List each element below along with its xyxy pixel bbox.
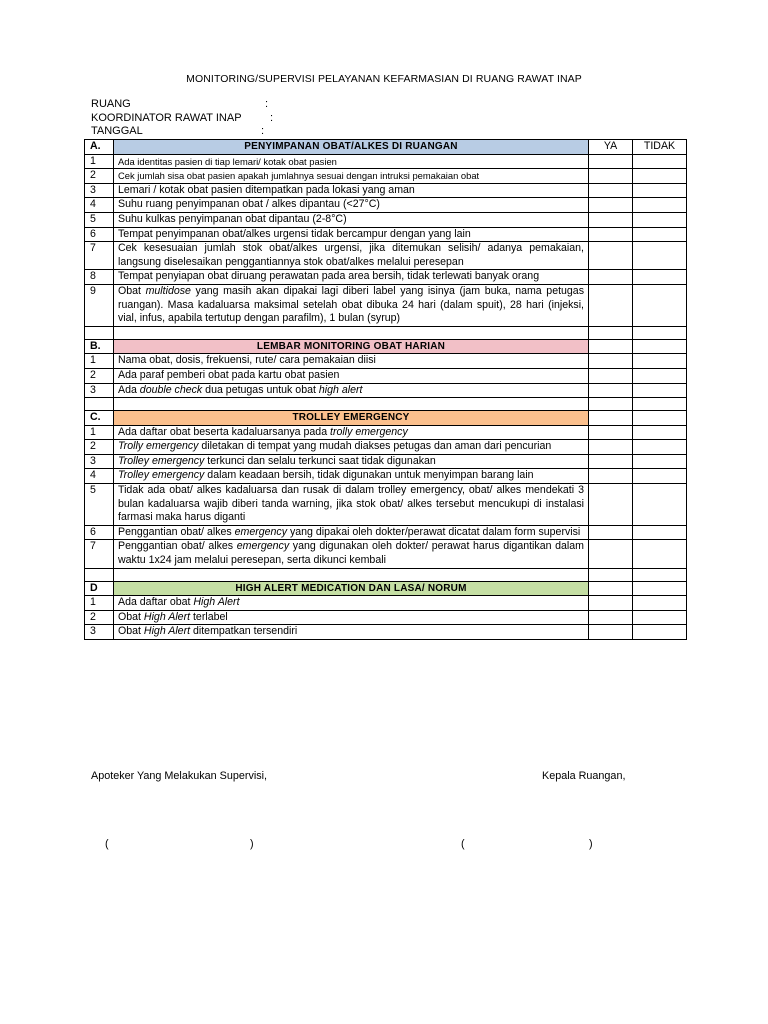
checklist-row bbox=[85, 525, 687, 540]
supervision-table bbox=[84, 139, 687, 640]
checkbox-ya[interactable] bbox=[589, 484, 633, 526]
meta-label: RUANG bbox=[91, 98, 131, 110]
signature-label-apoteker: Apoteker Yang Melakukan Supervisi, bbox=[91, 770, 268, 782]
checkbox-tidak[interactable] bbox=[633, 183, 687, 198]
checklist-row bbox=[85, 440, 687, 455]
checkbox-tidak[interactable] bbox=[633, 154, 687, 169]
checkbox-tidak[interactable] bbox=[633, 440, 687, 455]
item-number: 5 bbox=[85, 212, 114, 227]
item-description: Ada daftar obat beserta kadaluarsanya pada trolly emergency bbox=[114, 425, 589, 440]
item-number: 1 bbox=[85, 154, 114, 169]
checkbox-tidak[interactable] bbox=[633, 368, 687, 383]
checklist-row bbox=[85, 610, 687, 625]
checkbox-ya[interactable] bbox=[589, 212, 633, 227]
checkbox-ya[interactable] bbox=[589, 383, 633, 398]
checkbox-tidak[interactable] bbox=[633, 270, 687, 285]
meta-colon: : bbox=[265, 98, 269, 110]
checklist-row bbox=[85, 540, 687, 568]
blank-cell bbox=[85, 398, 114, 411]
checklist-row bbox=[85, 198, 687, 213]
section-title: PENYIMPANAN OBAT/ALKES DI RUANGAN bbox=[114, 140, 589, 155]
item-description: Suhu kulkas penyimpanan obat dipantau (2-8°C) bbox=[114, 212, 589, 227]
item-number: 3 bbox=[85, 454, 114, 469]
section-letter: C. bbox=[85, 411, 114, 426]
section-letter: A. bbox=[85, 140, 114, 155]
item-number: 1 bbox=[85, 425, 114, 440]
blank-cell bbox=[633, 568, 687, 581]
column-header-ya bbox=[589, 411, 633, 426]
section-header-row bbox=[85, 581, 687, 596]
blank-cell bbox=[114, 326, 589, 339]
item-number: 2 bbox=[85, 610, 114, 625]
checkbox-tidak[interactable] bbox=[633, 242, 687, 270]
column-header-tidak: TIDAK bbox=[633, 140, 687, 155]
checkbox-ya[interactable] bbox=[589, 368, 633, 383]
checkbox-tidak[interactable] bbox=[633, 610, 687, 625]
column-header-tidak bbox=[633, 581, 687, 596]
column-header-ya bbox=[589, 581, 633, 596]
blank-cell bbox=[114, 568, 589, 581]
section-header-row bbox=[85, 411, 687, 426]
item-description: Cek jumlah sisa obat pasien apakah jumlahnya sesuai dengan intruksi pemakaian obat bbox=[114, 169, 589, 184]
item-description: Suhu ruang penyimpanan obat / alkes dipantau (<27°C) bbox=[114, 198, 589, 213]
item-number: 6 bbox=[85, 525, 114, 540]
meta-tanggal bbox=[91, 125, 265, 138]
checkbox-ya[interactable] bbox=[589, 183, 633, 198]
checklist-row bbox=[85, 242, 687, 270]
checkbox-tidak[interactable] bbox=[633, 354, 687, 369]
meta-ruang bbox=[91, 98, 269, 111]
checkbox-ya[interactable] bbox=[589, 227, 633, 242]
section-header-row bbox=[85, 140, 687, 155]
signature-close-paren-kepala: ) bbox=[589, 838, 593, 850]
checkbox-tidak[interactable] bbox=[633, 469, 687, 484]
checkbox-tidak[interactable] bbox=[633, 540, 687, 568]
meta-label: TANGGAL bbox=[91, 125, 143, 137]
blank-cell bbox=[114, 398, 589, 411]
item-number: 7 bbox=[85, 540, 114, 568]
checkbox-tidak[interactable] bbox=[633, 227, 687, 242]
checklist-row bbox=[85, 454, 687, 469]
section-title: TROLLEY EMERGENCY bbox=[114, 411, 589, 426]
item-description: Ada identitas pasien di tiap lemari/ kotak obat pasien bbox=[114, 154, 589, 169]
checklist-row bbox=[85, 383, 687, 398]
checkbox-tidak[interactable] bbox=[633, 425, 687, 440]
checklist-row bbox=[85, 354, 687, 369]
section-header-row bbox=[85, 339, 687, 354]
signature-label-kepala-ruangan: Kepala Ruangan, bbox=[542, 770, 626, 782]
checklist-row bbox=[85, 368, 687, 383]
checklist-row bbox=[85, 227, 687, 242]
meta-label: KOORDINATOR RAWAT INAP bbox=[91, 112, 242, 124]
checklist-row bbox=[85, 284, 687, 326]
section-letter: D bbox=[85, 581, 114, 596]
column-header-tidak bbox=[633, 411, 687, 426]
item-number: 3 bbox=[85, 625, 114, 640]
blank-row bbox=[85, 568, 687, 581]
item-number: 3 bbox=[85, 383, 114, 398]
item-description: Nama obat, dosis, frekuensi, rute/ cara pemakaian diisi bbox=[114, 354, 589, 369]
blank-cell bbox=[633, 398, 687, 411]
section-title: HIGH ALERT MEDICATION DAN LASA/ NORUM bbox=[114, 581, 589, 596]
checkbox-ya[interactable] bbox=[589, 596, 633, 611]
blank-cell bbox=[589, 326, 633, 339]
checkbox-tidak[interactable] bbox=[633, 383, 687, 398]
item-number: 2 bbox=[85, 440, 114, 455]
blank-cell bbox=[633, 326, 687, 339]
checkbox-ya[interactable] bbox=[589, 525, 633, 540]
item-description: Trolly emergency diletakan di tempat yang mudah diakses petugas dan aman dari pencurian bbox=[114, 440, 589, 455]
checkbox-tidak[interactable] bbox=[633, 212, 687, 227]
checkbox-ya[interactable] bbox=[589, 625, 633, 640]
checklist-row bbox=[85, 484, 687, 526]
document-title: MONITORING/SUPERVISI PELAYANAN KEFARMASIAN DI RUANG RAWAT INAP bbox=[186, 73, 582, 85]
column-header-ya: YA bbox=[589, 140, 633, 155]
checkbox-tidak[interactable] bbox=[633, 169, 687, 184]
item-description: Ada paraf pemberi obat pada kartu obat pasien bbox=[114, 368, 589, 383]
column-header-tidak bbox=[633, 339, 687, 354]
column-header-ya bbox=[589, 339, 633, 354]
item-description: Ada daftar obat High Alert bbox=[114, 596, 589, 611]
checkbox-ya[interactable] bbox=[589, 425, 633, 440]
item-number: 3 bbox=[85, 183, 114, 198]
blank-cell bbox=[85, 326, 114, 339]
signature-close-paren-apoteker: ) bbox=[250, 838, 254, 850]
checklist-row bbox=[85, 154, 687, 169]
checkbox-ya[interactable] bbox=[589, 454, 633, 469]
checkbox-tidak[interactable] bbox=[633, 284, 687, 326]
item-description: Cek kesesuaian jumlah stok obat/alkes urgensi, jika ditemukan selisih/ adanya pemakaian, langsung diselesaikan penggantiannya stok obat/alkes melalui peresepan bbox=[114, 242, 589, 270]
checklist-row bbox=[85, 425, 687, 440]
checklist-row bbox=[85, 596, 687, 611]
signature-open-paren-kepala: ( bbox=[461, 838, 465, 850]
checkbox-tidak[interactable] bbox=[633, 525, 687, 540]
item-number: 2 bbox=[85, 169, 114, 184]
checkbox-ya[interactable] bbox=[589, 198, 633, 213]
checkbox-tidak[interactable] bbox=[633, 596, 687, 611]
section-letter: B. bbox=[85, 339, 114, 354]
meta-koordinator bbox=[91, 112, 274, 125]
item-number: 4 bbox=[85, 469, 114, 484]
checklist-row bbox=[85, 212, 687, 227]
item-description: Tempat penyiapan obat diruang perawatan pada area bersih, tidak terlewati banyak orang bbox=[114, 270, 589, 285]
checkbox-tidak[interactable] bbox=[633, 454, 687, 469]
item-number: 2 bbox=[85, 368, 114, 383]
item-number: 9 bbox=[85, 284, 114, 326]
checkbox-ya[interactable] bbox=[589, 242, 633, 270]
checklist-row bbox=[85, 469, 687, 484]
item-description: Penggantian obat/ alkes emergency yang digunakan oleh dokter/ perawat harus digantikan dalam waktu 1x24 jam melalui peresepan, serta dikunci kembali bbox=[114, 540, 589, 568]
item-description: Tidak ada obat/ alkes kadaluarsa dan rusak di dalam trolley emergency, obat/ alkes mendekati 3 bulan kadaluarsa wajib diberi tanda warning, jika stok obat/ alkes tersebut mencukupi di instalasi farmasi maka harus diganti bbox=[114, 484, 589, 526]
item-number: 5 bbox=[85, 484, 114, 526]
item-description: Obat High Alert terlabel bbox=[114, 610, 589, 625]
checklist-row bbox=[85, 625, 687, 640]
checklist-row bbox=[85, 169, 687, 184]
checkbox-ya[interactable] bbox=[589, 610, 633, 625]
checkbox-ya[interactable] bbox=[589, 540, 633, 568]
signature-open-paren-apoteker: ( bbox=[105, 838, 109, 850]
item-number: 6 bbox=[85, 227, 114, 242]
item-number: 1 bbox=[85, 596, 114, 611]
blank-cell bbox=[589, 568, 633, 581]
checkbox-tidak[interactable] bbox=[633, 484, 687, 526]
checkbox-ya[interactable] bbox=[589, 440, 633, 455]
item-description: Obat High Alert ditempatkan tersendiri bbox=[114, 625, 589, 640]
blank-cell bbox=[85, 568, 114, 581]
checkbox-tidak[interactable] bbox=[633, 625, 687, 640]
item-description: Trolley emergency terkunci dan selalu terkunci saat tidak digunakan bbox=[114, 454, 589, 469]
item-number: 1 bbox=[85, 354, 114, 369]
checkbox-ya[interactable] bbox=[589, 169, 633, 184]
meta-colon: : bbox=[261, 125, 265, 137]
item-number: 7 bbox=[85, 242, 114, 270]
item-description: Tempat penyimpanan obat/alkes urgensi tidak bercampur dengan yang lain bbox=[114, 227, 589, 242]
checkbox-tidak[interactable] bbox=[633, 198, 687, 213]
item-description: Penggantian obat/ alkes emergency yang dipakai oleh dokter/perawat dicatat dalam form supervisi bbox=[114, 525, 589, 540]
checklist-row bbox=[85, 183, 687, 198]
item-description: Obat multidose yang masih akan dipakai lagi diberi label yang isinya (jam buka, nama petugas ruangan). Masa kadaluarsa maksimal setelah obat dibuka 24 hari (dalam spuit), 28 hari (injeksi, vial, infus, apabila tertutup dengan parafilm), 1 bulan (syrup) bbox=[114, 284, 589, 326]
item-description: Trolley emergency dalam keadaan bersih, tidak digunakan untuk menyimpan barang lain bbox=[114, 469, 589, 484]
checkbox-ya[interactable] bbox=[589, 270, 633, 285]
blank-cell bbox=[589, 398, 633, 411]
checkbox-ya[interactable] bbox=[589, 154, 633, 169]
checkbox-ya[interactable] bbox=[589, 354, 633, 369]
item-number: 8 bbox=[85, 270, 114, 285]
checkbox-ya[interactable] bbox=[589, 469, 633, 484]
blank-row bbox=[85, 398, 687, 411]
section-title: LEMBAR MONITORING OBAT HARIAN bbox=[114, 339, 589, 354]
item-description: Ada double check dua petugas untuk obat high alert bbox=[114, 383, 589, 398]
checklist-row bbox=[85, 270, 687, 285]
meta-colon: : bbox=[270, 112, 274, 124]
blank-row bbox=[85, 326, 687, 339]
item-number: 4 bbox=[85, 198, 114, 213]
checkbox-ya[interactable] bbox=[589, 284, 633, 326]
item-description: Lemari / kotak obat pasien ditempatkan pada lokasi yang aman bbox=[114, 183, 589, 198]
